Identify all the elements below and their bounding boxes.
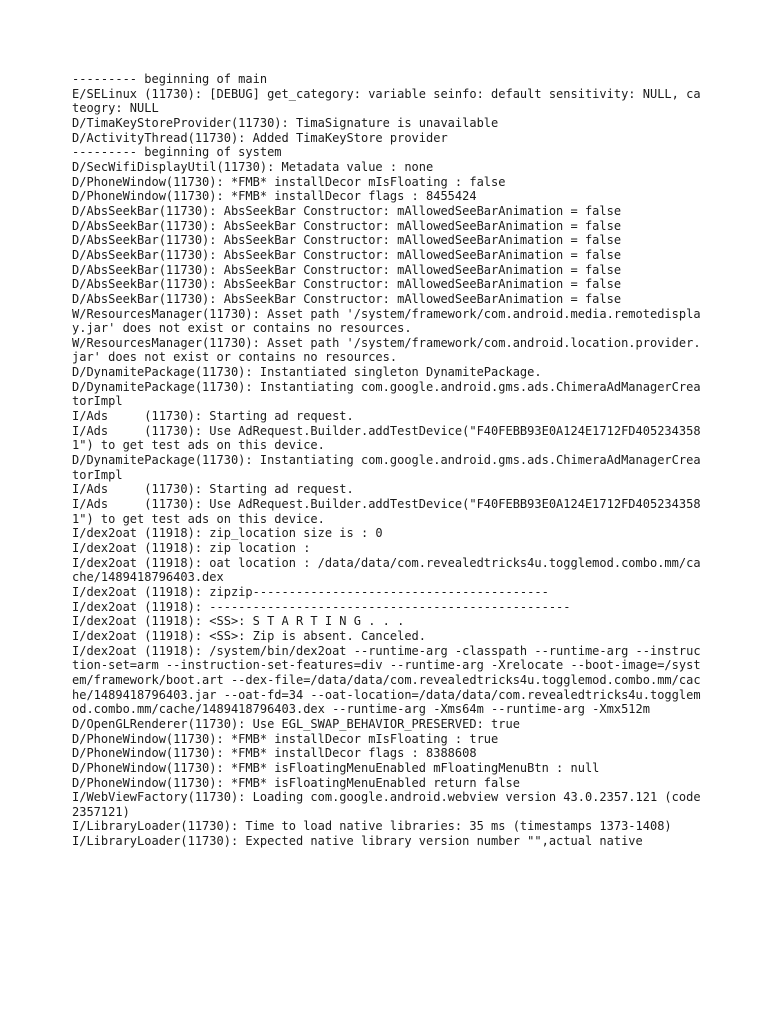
log-line: D/AbsSeekBar(11730): AbsSeekBar Constructor: mAllowedSeeBarAnimation = false xyxy=(72,233,622,248)
log-line: D/PhoneWindow(11730): *FMB* installDecor flags : 8455424 xyxy=(72,189,477,204)
log-line: E/SELinux (11730): [DEBUG] get_category: variable seinfo: default sensitivity: NULL, cateogry: NULL xyxy=(72,86,701,116)
log-line: D/AbsSeekBar(11730): AbsSeekBar Constructor: mAllowedSeeBarAnimation = false xyxy=(72,262,622,277)
log-line: I/LibraryLoader(11730): Time to load native libraries: 35 ms (timestamps 1373-1408) xyxy=(72,819,672,834)
log-line: I/Ads (11730): Use AdRequest.Builder.addTestDevice("F40FEBB93E0A124E1712FD4052343581") to get test ads on this device. xyxy=(72,423,701,453)
log-line: I/Ads (11730): Starting ad request. xyxy=(72,409,354,424)
log-line: D/PhoneWindow(11730): *FMB* isFloatingMenuEnabled mFloatingMenuBtn : null xyxy=(72,760,600,775)
log-line: W/ResourcesManager(11730): Asset path '/system/framework/com.android.media.remotedisplay.jar' does not exist or contains no resources. xyxy=(72,306,701,336)
log-line: I/WebViewFactory(11730): Loading com.google.android.webview version 43.0.2357.121 (code 2357121) xyxy=(72,790,708,819)
log-line: I/dex2oat (11918): zip location : xyxy=(72,541,311,555)
log-line: D/PhoneWindow(11730): *FMB* isFloatingMenuEnabled return false xyxy=(72,775,520,790)
log-line: --------- beginning of main xyxy=(72,72,268,86)
log-line: D/TimaKeyStoreProvider(11730): TimaSignature is unavailable xyxy=(72,115,499,130)
log-line: D/AbsSeekBar(11730): AbsSeekBar Constructor: mAllowedSeeBarAnimation = false xyxy=(72,218,622,233)
log-line: I/dex2oat (11918): oat location : /data/data/com.revealedtricks4u.togglemod.combo.mm/cache/1489418796403.dex xyxy=(72,555,701,585)
log-line: I/dex2oat (11918): /system/bin/dex2oat --runtime-arg -classpath --runtime-arg --instruction-set=arm --instruction-set-features=div --runtime-arg -Xrelocate --boot-image=/system/framework/boot.art --dex-file=/data/data/com.revealedtricks4u.togglemod.combo.mm/cache/1489418796403.jar --oat-fd=34 --oat-location=/data/data/com.revealedtricks4u.togglemod.combo.mm/cache/1489418796403.dex --runtime-arg -Xms64m --runtime-arg -Xmx512m xyxy=(72,643,701,717)
log-line: D/PhoneWindow(11730): *FMB* installDecor mIsFloating : false xyxy=(72,174,506,189)
document-page xyxy=(72,72,708,952)
log-line: I/LibraryLoader(11730): Expected native library version number "",actual native xyxy=(72,834,643,849)
log-line: D/AbsSeekBar(11730): AbsSeekBar Constructor: mAllowedSeeBarAnimation = false xyxy=(72,247,622,262)
log-line: D/AbsSeekBar(11730): AbsSeekBar Constructor: mAllowedSeeBarAnimation = false xyxy=(72,203,622,218)
log-line: D/AbsSeekBar(11730): AbsSeekBar Constructor: mAllowedSeeBarAnimation = false xyxy=(72,291,622,306)
log-line: I/dex2oat (11918): zip_location size is : 0 xyxy=(72,526,383,541)
log-line: D/DynamitePackage(11730): Instantiating com.google.android.gms.ads.ChimeraAdManagerCreatorImpl xyxy=(72,379,701,409)
log-line: D/SecWifiDisplayUtil(11730): Metadata value : none xyxy=(72,159,434,174)
log-line: I/Ads (11730): Use AdRequest.Builder.addTestDevice("F40FEBB93E0A124E1712FD4052343581") to get test ads on this device. xyxy=(72,497,701,526)
log-line: D/PhoneWindow(11730): *FMB* installDecor mIsFloating : true xyxy=(72,731,499,746)
log-output xyxy=(72,72,708,849)
log-line: I/dex2oat (11918): zipzip----------------------------------------- xyxy=(72,584,549,599)
log-line: D/AbsSeekBar(11730): AbsSeekBar Constructor: mAllowedSeeBarAnimation = false xyxy=(72,277,622,292)
log-line: D/ActivityThread(11730): Added TimaKeyStore provider xyxy=(72,130,448,145)
log-line: D/OpenGLRenderer(11730): Use EGL_SWAP_BEHAVIOR_PRESERVED: true xyxy=(72,716,520,731)
log-line: --------- beginning of system xyxy=(72,145,282,160)
log-line: I/dex2oat (11918): <SS>: Zip is absent. Canceled. xyxy=(72,628,427,643)
log-line: I/dex2oat (11918): -------------------------------------------------- xyxy=(72,599,571,614)
log-line: D/PhoneWindow(11730): *FMB* installDecor flags : 8388608 xyxy=(72,746,477,761)
log-line: W/ResourcesManager(11730): Asset path '/system/framework/com.android.location.provider.jar' does not exist or contains no resources. xyxy=(72,335,701,365)
log-line: I/Ads (11730): Starting ad request. xyxy=(72,482,354,497)
log-line: D/DynamitePackage(11730): Instantiating com.google.android.gms.ads.ChimeraAdManagerCreatorImpl xyxy=(72,453,701,482)
log-line: D/DynamitePackage(11730): Instantiated singleton DynamitePackage. xyxy=(72,365,542,380)
log-line: I/dex2oat (11918): <SS>: S T A R T I N G . . . xyxy=(72,614,405,629)
